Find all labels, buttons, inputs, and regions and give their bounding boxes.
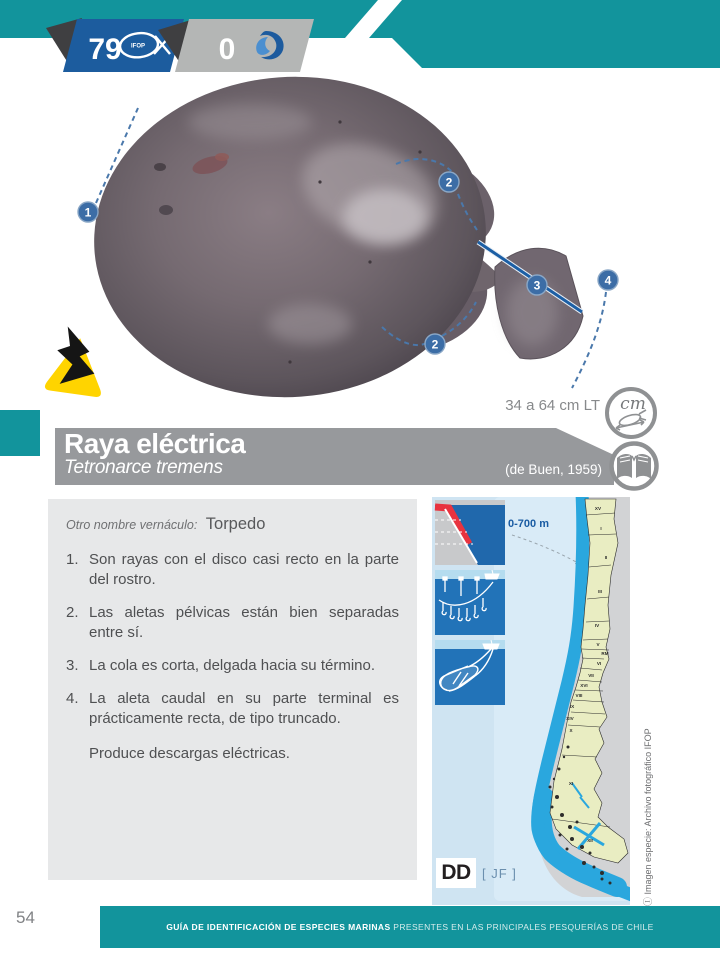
registry-number: 0 — [218, 33, 236, 66]
feature-item: 1. Son rayas con el disco casi recto en la parte del rostro. — [66, 551, 399, 588]
scientific-name: Tetronarce tremens — [64, 457, 223, 478]
photo-credit: Ⓘ Imagen especie: Archivo fotográfico IFOP — [643, 728, 653, 906]
svg-text:XIV: XIV — [566, 716, 574, 721]
depth-range-label: 0-700 m — [508, 518, 549, 530]
eye — [154, 163, 166, 171]
feature-item: 2. Las aletas pélvicas están bien separadas entre sí. — [66, 603, 399, 641]
svg-text:IX: IX — [569, 704, 575, 709]
specimen-photo — [70, 62, 630, 412]
svg-text:IV: IV — [594, 623, 600, 628]
svg-text:X: X — [569, 728, 573, 733]
vernacular-name: Torpedo — [205, 515, 266, 533]
electric-note: Produce descargas eléctricas. — [89, 744, 290, 762]
svg-text:VIII: VIII — [575, 693, 583, 698]
status-source-tag: [ JF ] — [482, 866, 517, 881]
marker-2-top — [439, 172, 459, 192]
marker-4 — [598, 270, 618, 290]
feature-list — [66, 550, 399, 729]
teal-accent-square — [0, 410, 40, 456]
cm-measure-icon — [602, 384, 660, 442]
common-name: Raya eléctrica — [64, 428, 246, 459]
vernacular-line — [66, 515, 399, 534]
feature-item: 3. La cola es corta, delgada hacia su término. — [66, 656, 376, 674]
longline-gear-icon — [435, 570, 505, 635]
svg-text:V: V — [596, 642, 600, 647]
svg-text:RM: RM — [601, 651, 609, 656]
svg-text:4: 4 — [604, 273, 612, 288]
trawl-gear-icon — [435, 640, 505, 705]
marker-3 — [527, 275, 547, 295]
footer-bar — [100, 906, 720, 948]
svg-text:VII: VII — [588, 673, 594, 678]
book-icon — [606, 438, 662, 494]
feature-item: 4. La aleta caudal en su parte terminal es prácticamente recta, de tipo truncado. — [66, 689, 399, 727]
depth-profile-icon — [435, 500, 505, 565]
svg-text:3: 3 — [533, 278, 541, 293]
svg-text:XVI: XVI — [580, 683, 588, 688]
svg-text:VI: VI — [596, 661, 602, 666]
svg-text:2: 2 — [431, 337, 439, 352]
species-number: 79 — [88, 33, 122, 66]
svg-text:XI: XI — [568, 781, 574, 786]
marker-1 — [78, 202, 98, 222]
electric-warning-icon — [40, 326, 112, 404]
svg-text:III: III — [598, 589, 602, 594]
authority: (de Buen, 1959) — [505, 462, 602, 477]
size-range-label: 34 a 64 cm LT — [505, 397, 600, 414]
page-number: 54 — [16, 908, 35, 927]
footer-title: GUÍA DE IDENTIFICACIÓN DE ESPECIES MARINAS PRESENTES EN LAS PRINCIPALES PESQUERÍAS DE CHILE — [166, 922, 654, 932]
spiracle — [159, 205, 173, 215]
svg-text:1: 1 — [84, 205, 92, 220]
svg-text:II: II — [604, 555, 608, 560]
svg-text:IFOP: IFOP — [130, 43, 146, 50]
svg-text:XII: XII — [587, 838, 593, 843]
electric-ray-body — [83, 64, 583, 411]
conservation-status-badge: DD — [436, 858, 476, 888]
svg-text:2: 2 — [445, 175, 453, 190]
svg-text:cm: cm — [620, 394, 646, 414]
distribution-graphics — [432, 497, 630, 905]
vernacular-label: Otro nombre vernáculo: — [66, 518, 198, 532]
svg-text:XV: XV — [594, 506, 602, 511]
svg-text:I: I — [600, 526, 602, 531]
marker-2-bottom — [425, 334, 445, 354]
description-box — [48, 499, 417, 880]
